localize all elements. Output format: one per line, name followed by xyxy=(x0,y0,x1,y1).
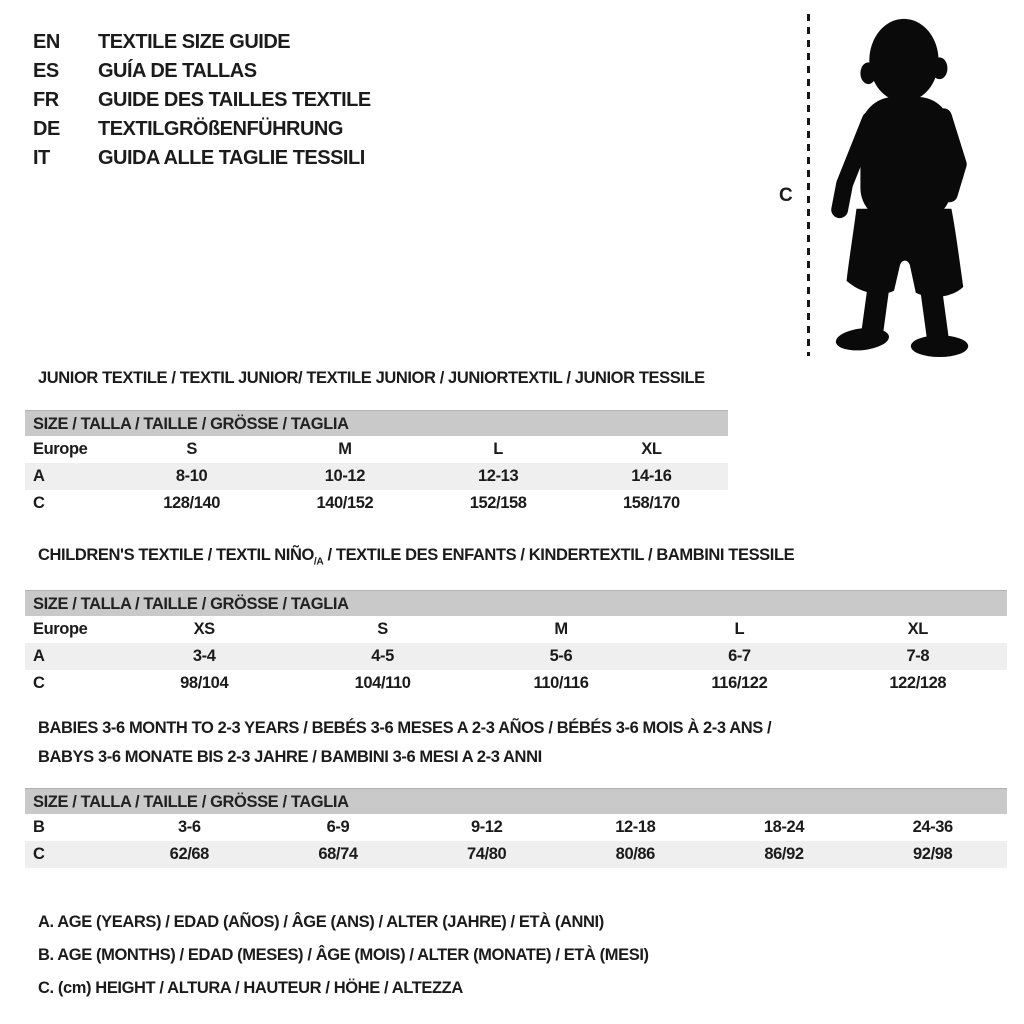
table-row-age xyxy=(25,463,728,490)
table-row-height xyxy=(25,490,728,517)
size-cell: XS xyxy=(193,620,215,638)
babies-section-title-line2: BABYS 3-6 MONATE BIS 2-3 JAHRE / BAMBINI 3-6 MESI A 2-3 ANNI xyxy=(38,748,542,766)
footnote-line-c: C. (cm) HEIGHT / ALTURA / HAUTEUR / HÖHE / ALTEZZA xyxy=(38,979,463,997)
age-cell: 3-6 xyxy=(178,818,201,836)
age-cell: 10-12 xyxy=(324,467,365,485)
children-section-title xyxy=(38,546,794,567)
children-title-main: CHILDREN'S TEXTILE / TEXTIL NIÑO xyxy=(38,546,314,564)
language-label: TEXTILGRÖßENFÜHRUNG xyxy=(98,118,343,140)
row-label-cell: C xyxy=(33,494,45,512)
babies-size-table xyxy=(25,788,1007,868)
age-cell: 24-36 xyxy=(912,818,953,836)
table-row-europe xyxy=(25,436,728,463)
size-cell: XL xyxy=(641,440,662,458)
table-row-height xyxy=(25,670,1007,697)
table-row-age xyxy=(25,643,1007,670)
age-cell: 12-13 xyxy=(478,467,519,485)
height-marker-label: C xyxy=(779,185,793,206)
children-size-table xyxy=(25,590,1007,697)
size-cell: M xyxy=(554,620,568,638)
language-code: FR xyxy=(33,89,59,111)
language-row-es xyxy=(33,57,371,86)
size-cell: L xyxy=(493,440,503,458)
height-cell: 104/110 xyxy=(354,674,411,692)
size-header-bar: SIZE / TALLA / TAILLE / GRÖSSE / TAGLIA xyxy=(25,410,728,436)
height-cell: 74/80 xyxy=(467,845,507,863)
language-label: GUIDE DES TAILLES TEXTILE xyxy=(98,89,371,111)
size-cell: S xyxy=(186,440,197,458)
height-cell: 140/152 xyxy=(316,494,374,512)
row-label-cell: Europe xyxy=(33,620,88,638)
junior-section-title: JUNIOR TEXTILE / TEXTIL JUNIOR/ TEXTILE JUNIOR / JUNIORTEXTIL / JUNIOR TESSILE xyxy=(38,369,705,387)
children-title-subscript: /A xyxy=(313,556,324,568)
language-row-de xyxy=(33,115,371,144)
size-cell: XL xyxy=(907,620,928,638)
language-row-en xyxy=(33,28,371,57)
table-row-europe xyxy=(25,616,1007,643)
size-cell: S xyxy=(377,620,388,638)
age-cell: 8-10 xyxy=(175,467,208,485)
junior-size-table xyxy=(25,410,728,517)
age-cell: 6-7 xyxy=(728,647,751,665)
age-cell: 4-5 xyxy=(371,647,394,665)
height-cell: 128/140 xyxy=(163,494,221,512)
row-label-cell: C xyxy=(33,845,45,863)
table-row-height xyxy=(25,841,1007,868)
age-cell: 18-24 xyxy=(763,818,805,836)
language-label: TEXTILE SIZE GUIDE xyxy=(98,31,291,53)
row-label-cell: C xyxy=(33,674,45,692)
size-cell: L xyxy=(734,620,745,638)
height-dotted-line xyxy=(807,14,810,356)
height-cell: 116/122 xyxy=(711,674,768,692)
age-cell: 7-8 xyxy=(906,647,930,665)
footnote-line-b: B. AGE (MONTHS) / EDAD (MESES) / ÂGE (MOIS) / ALTER (MONATE) / ETÀ (MESI) xyxy=(38,946,649,964)
height-cell: 98/104 xyxy=(180,674,229,692)
row-label-cell: A xyxy=(33,467,45,485)
height-cell: 86/92 xyxy=(764,845,804,863)
language-code: EN xyxy=(33,31,60,53)
size-header-bar: SIZE / TALLA / TAILLE / GRÖSSE / TAGLIA xyxy=(25,788,1007,814)
language-label: GUÍA DE TALLAS xyxy=(98,60,257,82)
row-label-cell: Europe xyxy=(33,440,88,458)
age-cell: 3-4 xyxy=(192,647,216,665)
age-cell: 12-18 xyxy=(615,818,656,836)
footnote-line-a: A. AGE (YEARS) / EDAD (AÑOS) / ÂGE (ANS) / ALTER (JAHRE) / ETÀ (ANNI) xyxy=(38,913,604,931)
language-code: DE xyxy=(33,118,60,140)
language-row-it xyxy=(33,144,371,173)
height-cell: 62/68 xyxy=(169,845,209,863)
babies-section-title-line1: BABIES 3-6 MONTH TO 2-3 YEARS / BEBÉS 3-6 MESES A 2-3 AÑOS / BÉBÉS 3-6 MOIS À 2-3 ANS / xyxy=(38,719,772,737)
height-cell: 122/128 xyxy=(889,674,947,692)
height-cell: 158/170 xyxy=(622,494,680,512)
age-cell: 9-12 xyxy=(470,818,503,836)
language-code: IT xyxy=(33,147,50,169)
language-list xyxy=(33,28,371,173)
age-cell: 5-6 xyxy=(549,647,573,665)
language-code: ES xyxy=(33,60,59,82)
toddler-silhouette-icon xyxy=(812,6,982,362)
table-row-age-months xyxy=(25,814,1007,841)
age-cell: 6-9 xyxy=(326,818,350,836)
size-header-bar: SIZE / TALLA / TAILLE / GRÖSSE / TAGLIA xyxy=(25,590,1007,616)
language-label: GUIDA ALLE TAGLIE TESSILI xyxy=(98,147,365,169)
height-cell: 68/74 xyxy=(318,845,358,863)
height-cell: 110/116 xyxy=(533,674,589,692)
size-cell: M xyxy=(338,440,352,458)
height-cell: 152/158 xyxy=(469,494,527,512)
row-label-cell: B xyxy=(33,818,45,836)
age-cell: 14-16 xyxy=(631,467,672,485)
footnotes xyxy=(38,906,649,1005)
row-label-cell: A xyxy=(33,647,45,665)
language-row-fr xyxy=(33,86,371,115)
height-cell: 80/86 xyxy=(615,845,655,863)
height-cell: 92/98 xyxy=(913,845,953,863)
children-title-rest: / TEXTILE DES ENFANTS / KINDERTEXTIL / BAMBINI TESSILE xyxy=(323,546,795,564)
